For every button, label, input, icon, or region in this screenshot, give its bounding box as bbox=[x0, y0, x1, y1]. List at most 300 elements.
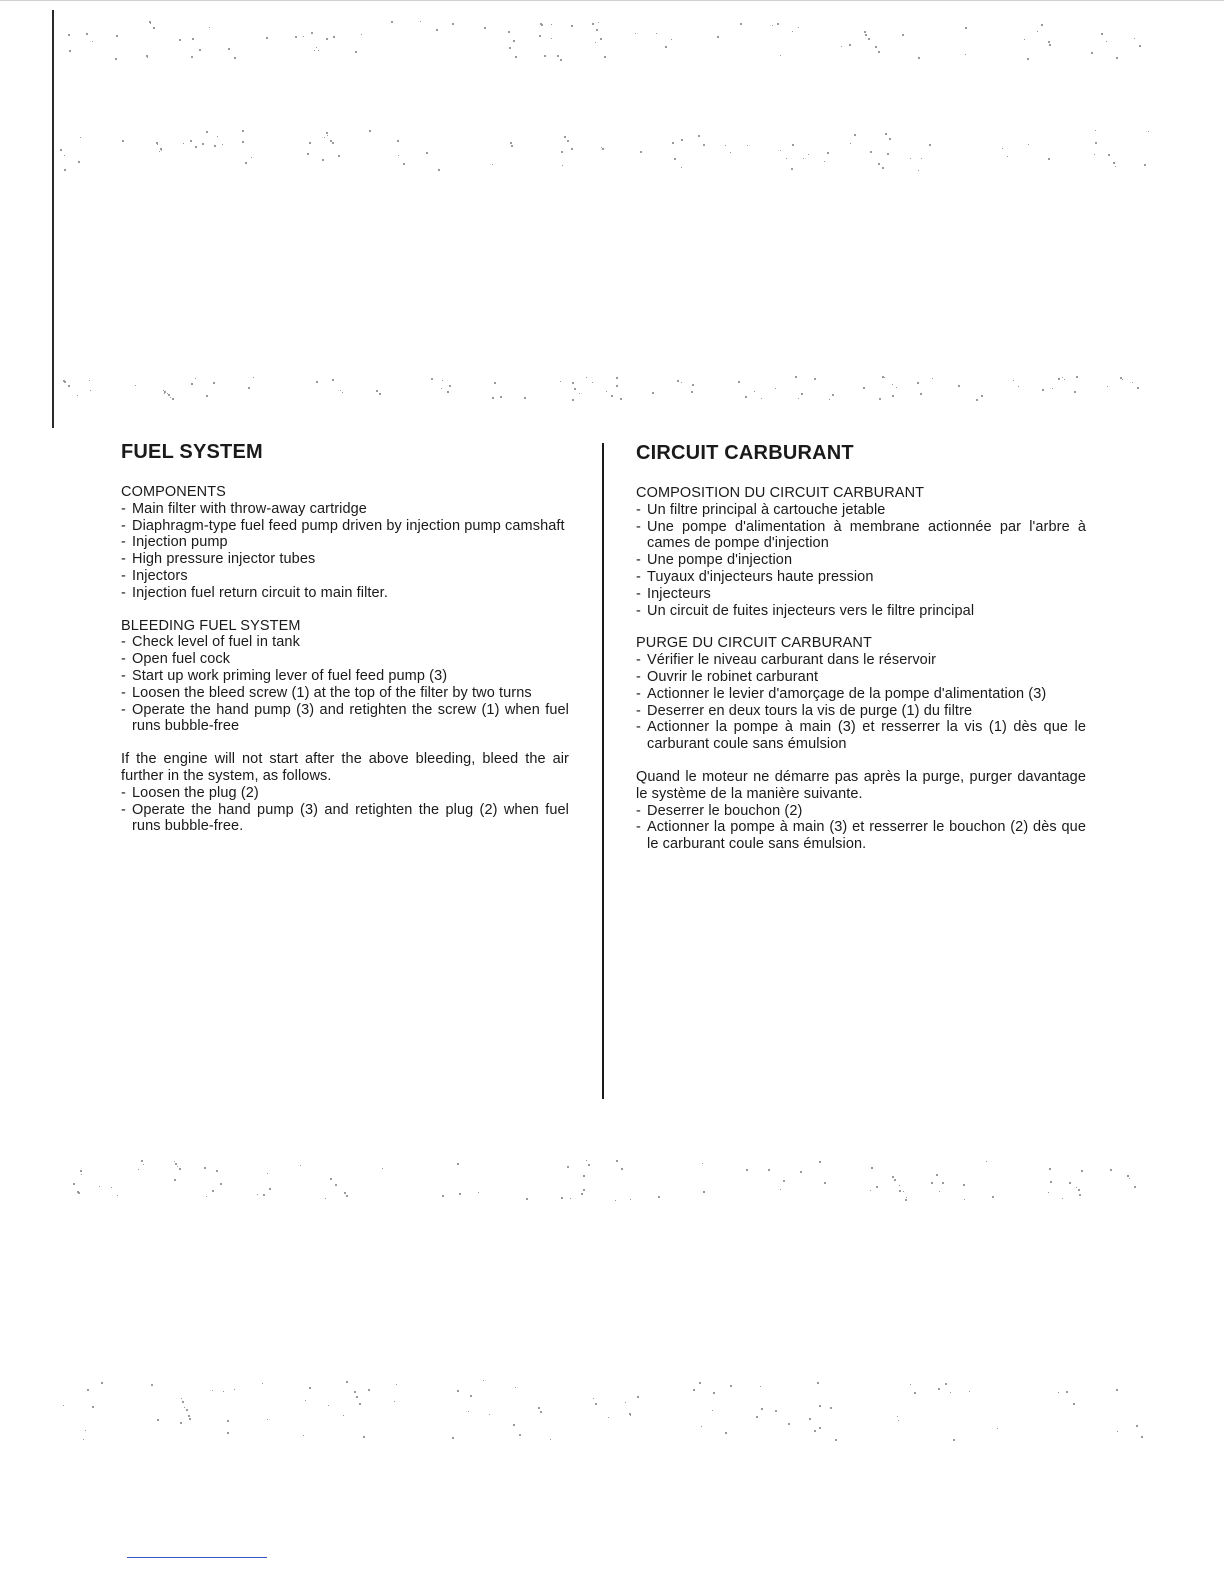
scan-speck bbox=[192, 38, 194, 40]
scan-speck bbox=[730, 152, 731, 153]
scan-speck bbox=[849, 44, 851, 46]
scan-speck bbox=[318, 50, 319, 51]
scan-speck bbox=[581, 1193, 583, 1195]
scan-speck bbox=[86, 33, 88, 35]
scan-speck bbox=[788, 1423, 790, 1425]
scan-speck bbox=[305, 1400, 306, 1401]
scan-speck bbox=[892, 384, 893, 385]
scan-speck bbox=[540, 23, 542, 25]
scan-speck bbox=[368, 1389, 370, 1391]
scan-speck bbox=[420, 21, 421, 22]
list-item: - Injecteurs bbox=[636, 586, 1086, 603]
scan-speck bbox=[637, 1396, 639, 1398]
scan-speck bbox=[1049, 1168, 1051, 1170]
scan-speck bbox=[195, 146, 197, 148]
scan-speck bbox=[780, 1189, 781, 1190]
scan-speck bbox=[431, 378, 433, 380]
scan-speck bbox=[68, 34, 70, 36]
scan-speck bbox=[803, 158, 804, 159]
scan-speck bbox=[635, 33, 636, 34]
scan-speck bbox=[457, 1390, 459, 1392]
scan-speck bbox=[266, 37, 268, 39]
scan-speck bbox=[316, 381, 318, 383]
scan-speck bbox=[180, 1422, 182, 1424]
scan-speck bbox=[191, 383, 193, 385]
scan-speck bbox=[228, 48, 230, 50]
scan-speck bbox=[698, 135, 700, 137]
scan-speck bbox=[83, 1439, 84, 1440]
scan-speck bbox=[986, 1161, 987, 1162]
scan-speck bbox=[551, 24, 552, 25]
scan-speck bbox=[382, 1168, 383, 1169]
scan-speck bbox=[950, 1392, 951, 1393]
scan-speck bbox=[884, 377, 885, 378]
scan-speck bbox=[760, 1386, 761, 1387]
scan-speck bbox=[1136, 1425, 1138, 1427]
scan-speck bbox=[1107, 386, 1108, 387]
scan-speck bbox=[1091, 52, 1093, 54]
scan-speck bbox=[190, 140, 192, 142]
scan-speck bbox=[809, 1418, 811, 1420]
french-further-intro: Quand le moteur ne démarre pas après la purge, purger davantage le système de la manière suivante. bbox=[636, 768, 1086, 802]
scan-speck bbox=[69, 50, 71, 52]
scan-speck bbox=[824, 161, 825, 162]
scan-speck bbox=[740, 23, 742, 25]
scan-speck bbox=[780, 150, 781, 151]
scan-speck bbox=[492, 164, 493, 165]
scan-speck bbox=[436, 29, 438, 31]
scan-speck bbox=[745, 396, 747, 398]
scan-speck bbox=[199, 49, 201, 51]
scan-speck bbox=[602, 148, 604, 150]
scan-speck bbox=[768, 1169, 770, 1171]
scan-speck bbox=[630, 1199, 631, 1200]
list-item: - Actionner la pompe à main (3) et resserrer le bouchon (2) dès que le carburant coule sans émulsion. bbox=[636, 819, 1086, 853]
scan-speck bbox=[792, 31, 793, 32]
scan-speck bbox=[899, 1190, 901, 1192]
scan-speck bbox=[692, 384, 694, 386]
scan-speck bbox=[887, 153, 889, 155]
scan-speck bbox=[1048, 1192, 1049, 1193]
scan-speck bbox=[1050, 1181, 1052, 1183]
french-components-heading: COMPOSITION DU CIRCUIT CARBURANT bbox=[636, 485, 925, 501]
scan-speck bbox=[1127, 1175, 1129, 1177]
scan-speck bbox=[665, 46, 667, 48]
scan-speck bbox=[712, 1410, 713, 1411]
scan-speck bbox=[379, 393, 381, 395]
scan-speck bbox=[1140, 46, 1141, 47]
french-components-list bbox=[636, 502, 1086, 620]
scan-speck bbox=[920, 393, 922, 395]
scan-speck bbox=[593, 1398, 594, 1399]
scan-speck bbox=[77, 395, 78, 396]
list-item: - Actionner la pompe à main (3) et resserrer la vis (1) dès que le carburant coule sans émulsion bbox=[636, 719, 1086, 753]
scan-speck bbox=[1110, 1169, 1112, 1171]
scan-speck bbox=[625, 1402, 626, 1403]
scan-speck bbox=[1066, 1391, 1068, 1393]
scan-speck bbox=[777, 23, 779, 25]
scan-speck bbox=[441, 388, 442, 389]
scan-speck bbox=[1078, 1189, 1080, 1191]
scan-speck bbox=[725, 1432, 727, 1434]
scan-speck bbox=[150, 23, 151, 24]
scan-speck bbox=[586, 377, 587, 378]
scan-speck bbox=[248, 387, 250, 389]
scan-speck bbox=[658, 1196, 660, 1198]
scan-speck bbox=[138, 1169, 139, 1170]
scan-speck bbox=[85, 1430, 86, 1431]
scan-speck bbox=[868, 38, 870, 40]
scan-speck bbox=[702, 1163, 703, 1164]
scan-speck bbox=[234, 57, 236, 59]
scan-speck bbox=[220, 1183, 222, 1185]
scan-speck bbox=[426, 152, 428, 154]
scan-speck bbox=[681, 382, 682, 383]
list-item: - Operate the hand pump (3) and retighten the plug (2) when fuel runs bubble-free. bbox=[121, 802, 569, 836]
scan-speck bbox=[606, 391, 607, 392]
scan-speck bbox=[526, 1198, 528, 1200]
scan-speck bbox=[330, 1178, 332, 1180]
scan-speck bbox=[206, 1196, 207, 1197]
scan-speck bbox=[561, 1197, 563, 1199]
scan-speck bbox=[1058, 1392, 1059, 1393]
scan-speck bbox=[267, 1419, 268, 1420]
scan-speck bbox=[204, 1167, 206, 1169]
scan-speck bbox=[571, 148, 573, 150]
scan-speck bbox=[965, 54, 966, 55]
scan-speck bbox=[295, 36, 297, 38]
list-item: - Une pompe d'injection bbox=[636, 552, 1086, 569]
scan-speck bbox=[808, 154, 809, 155]
scan-speck bbox=[835, 1439, 837, 1441]
list-item: - Loosen the plug (2) bbox=[121, 785, 569, 802]
scan-speck bbox=[324, 137, 325, 138]
scan-speck bbox=[172, 398, 174, 400]
scan-speck bbox=[539, 35, 541, 37]
scan-speck bbox=[595, 1403, 597, 1405]
scan-speck bbox=[397, 140, 399, 142]
scan-speck bbox=[896, 387, 897, 388]
scan-speck bbox=[398, 155, 399, 156]
scan-speck bbox=[253, 377, 254, 378]
scan-speck bbox=[677, 380, 679, 382]
list-item: - Injectors bbox=[121, 568, 569, 585]
scan-speck bbox=[976, 399, 978, 401]
scan-speck bbox=[574, 388, 576, 390]
scan-speck bbox=[394, 1401, 395, 1402]
scan-speck bbox=[761, 1408, 763, 1410]
scan-speck bbox=[179, 1168, 181, 1170]
scan-speck bbox=[209, 27, 210, 28]
scan-speck bbox=[300, 1165, 301, 1166]
scan-speck bbox=[376, 390, 378, 392]
scan-speck bbox=[819, 1427, 821, 1429]
scan-speck bbox=[227, 1432, 229, 1434]
scan-speck bbox=[640, 151, 642, 153]
scan-speck bbox=[1137, 387, 1139, 389]
scan-speck bbox=[332, 142, 334, 144]
scan-speck bbox=[894, 1179, 896, 1181]
scan-speck bbox=[817, 1382, 819, 1384]
scan-speck bbox=[1024, 39, 1025, 40]
scan-speck bbox=[772, 25, 773, 26]
scan-speck bbox=[212, 1390, 213, 1391]
scan-speck bbox=[111, 1187, 112, 1188]
scan-speck bbox=[403, 163, 405, 165]
scan-speck bbox=[214, 145, 216, 147]
scan-speck bbox=[326, 132, 328, 134]
scan-speck bbox=[567, 140, 569, 142]
scan-speck bbox=[391, 21, 393, 23]
scan-speck bbox=[1134, 38, 1135, 39]
english-bleeding-section bbox=[121, 618, 569, 736]
scan-speck bbox=[177, 1166, 178, 1167]
scan-speck bbox=[775, 1410, 777, 1412]
list-item: - Diaphragm-type fuel feed pump driven by injection pump camshaft bbox=[121, 518, 569, 535]
scan-speck bbox=[1079, 1194, 1081, 1196]
scan-speck bbox=[795, 376, 797, 378]
scan-speck bbox=[850, 143, 851, 144]
scan-speck bbox=[1073, 1403, 1075, 1405]
scan-speck bbox=[92, 41, 93, 42]
scan-speck bbox=[184, 1407, 185, 1408]
scan-speck bbox=[332, 379, 334, 381]
scan-speck bbox=[906, 1197, 907, 1198]
english-components-list bbox=[121, 501, 569, 602]
scan-speck bbox=[889, 138, 891, 140]
scan-speck bbox=[832, 394, 834, 396]
scan-speck bbox=[1141, 1436, 1143, 1438]
scan-speck bbox=[269, 1188, 271, 1190]
scan-speck bbox=[206, 131, 208, 133]
scan-speck bbox=[592, 23, 594, 25]
scan-speck bbox=[122, 140, 124, 142]
scan-speck bbox=[1037, 31, 1038, 32]
scan-speck bbox=[699, 1382, 701, 1384]
scan-speck bbox=[914, 1392, 916, 1394]
scan-speck bbox=[64, 381, 66, 383]
scan-speck bbox=[396, 1384, 397, 1385]
scan-speck bbox=[356, 1396, 358, 1398]
scan-speck bbox=[515, 1387, 516, 1388]
scan-speck bbox=[780, 55, 781, 56]
list-item: - Tuyaux d'injecteurs haute pression bbox=[636, 569, 1086, 586]
scan-speck bbox=[725, 145, 726, 146]
scan-speck bbox=[442, 1195, 444, 1197]
scan-speck bbox=[303, 1435, 304, 1436]
scan-speck bbox=[511, 145, 513, 147]
scan-speck bbox=[212, 1190, 214, 1192]
scan-speck bbox=[202, 143, 204, 145]
scan-speck bbox=[355, 51, 357, 53]
scan-speck bbox=[630, 1415, 631, 1416]
scan-speck bbox=[801, 393, 803, 395]
scan-speck bbox=[151, 1384, 153, 1386]
scan-speck bbox=[1049, 44, 1051, 46]
scan-speck bbox=[892, 1176, 894, 1178]
scan-speck bbox=[519, 1434, 521, 1436]
scan-speck bbox=[800, 1171, 802, 1173]
scan-speck bbox=[882, 167, 884, 169]
scan-speck bbox=[598, 22, 599, 23]
scan-speck bbox=[592, 382, 593, 383]
scan-speck bbox=[143, 1164, 144, 1165]
scan-speck bbox=[1115, 166, 1116, 167]
list-item: - Loosen the bleed screw (1) at the top of the filter by two turns bbox=[121, 685, 569, 702]
scan-speck bbox=[1042, 389, 1044, 391]
scan-speck bbox=[515, 56, 517, 58]
scan-speck bbox=[314, 50, 315, 51]
scan-speck bbox=[1062, 1198, 1063, 1199]
scan-speck bbox=[115, 58, 117, 60]
scan-speck bbox=[550, 1439, 551, 1440]
scan-speck bbox=[903, 1191, 904, 1192]
scan-speck bbox=[564, 136, 566, 138]
scan-speck bbox=[179, 39, 181, 41]
scan-speck bbox=[354, 1391, 356, 1393]
scan-speck bbox=[344, 1192, 346, 1194]
list-item: - High pressure injector tubes bbox=[121, 551, 569, 568]
scan-speck bbox=[572, 382, 574, 384]
scan-speck bbox=[452, 23, 454, 25]
scan-speck bbox=[703, 144, 705, 146]
scan-speck bbox=[1018, 386, 1019, 387]
scan-speck bbox=[223, 1391, 224, 1392]
scan-speck bbox=[322, 159, 324, 161]
scan-speck bbox=[615, 1200, 616, 1201]
list-item: - Deserrer en deux tours la vis de purge (1) du filtre bbox=[636, 703, 1086, 720]
scan-speck bbox=[681, 139, 683, 141]
list-item: - Injection fuel return circuit to main filter. bbox=[121, 585, 569, 602]
scan-speck bbox=[544, 55, 546, 57]
scan-speck bbox=[829, 399, 830, 400]
scan-speck bbox=[567, 1166, 569, 1168]
french-bleeding-list bbox=[636, 652, 1086, 753]
french-further-list bbox=[636, 803, 1086, 853]
scan-speck bbox=[620, 398, 622, 400]
scan-speck bbox=[814, 378, 816, 380]
scan-speck bbox=[251, 157, 252, 158]
scan-speck bbox=[945, 1383, 947, 1385]
scan-speck bbox=[1028, 144, 1029, 145]
list-item: - Un circuit de fuites injecteurs vers le filtre principal bbox=[636, 603, 1086, 620]
scan-speck bbox=[936, 1174, 938, 1176]
scan-speck bbox=[213, 382, 215, 384]
list-item: - Start up work priming lever of fuel feed pump (3) bbox=[121, 668, 569, 685]
scan-speck bbox=[1007, 156, 1008, 157]
scan-speck bbox=[333, 36, 335, 38]
scan-speck bbox=[616, 1160, 618, 1162]
scan-speck bbox=[939, 1191, 940, 1192]
scan-speck bbox=[652, 392, 654, 394]
scan-speck bbox=[195, 378, 196, 379]
scan-speck bbox=[1058, 378, 1060, 380]
column-divider bbox=[602, 443, 604, 1099]
scan-speck bbox=[316, 47, 317, 48]
scan-speck bbox=[452, 1437, 454, 1439]
scan-speck bbox=[583, 1189, 585, 1191]
scan-speck bbox=[484, 27, 486, 29]
english-further-list bbox=[121, 785, 569, 835]
scan-speck bbox=[786, 158, 787, 159]
english-bleeding-heading: BLEEDING FUEL SYSTEM bbox=[121, 617, 301, 634]
scan-speck bbox=[174, 1179, 176, 1181]
scan-speck bbox=[147, 57, 148, 58]
scan-speck bbox=[206, 395, 208, 397]
scan-speck bbox=[174, 1161, 175, 1162]
scan-speck bbox=[189, 1418, 191, 1420]
scan-speck bbox=[717, 36, 719, 38]
scan-speck bbox=[608, 1417, 609, 1418]
scan-speck bbox=[783, 1180, 785, 1182]
scan-speck bbox=[538, 1407, 540, 1409]
scan-speck bbox=[1113, 162, 1115, 164]
scan-speck bbox=[965, 27, 967, 29]
scan-speck bbox=[600, 38, 602, 40]
scan-speck bbox=[483, 1380, 484, 1381]
list-item: - Un filtre principal à cartouche jetable bbox=[636, 502, 1086, 519]
scan-speck bbox=[509, 47, 511, 49]
english-column bbox=[121, 440, 569, 851]
scan-speck bbox=[561, 151, 563, 153]
scan-speck bbox=[596, 29, 598, 31]
scan-speck bbox=[611, 395, 613, 397]
scan-speck bbox=[175, 1163, 177, 1165]
scan-speck bbox=[510, 142, 512, 144]
scan-speck bbox=[730, 1385, 732, 1387]
scan-speck bbox=[330, 140, 332, 142]
english-bleeding-list bbox=[121, 634, 569, 735]
scan-speck bbox=[691, 391, 693, 393]
scan-speck bbox=[830, 1407, 832, 1409]
scan-speck bbox=[902, 34, 904, 36]
scan-speck bbox=[814, 1430, 816, 1432]
list-item: - Operate the hand pump (3) and retighten the screw (1) when fuel runs bubble-free bbox=[121, 702, 569, 736]
scan-speck bbox=[588, 1164, 590, 1166]
scan-speck bbox=[897, 1416, 898, 1417]
scan-speck bbox=[309, 142, 311, 144]
scan-speck bbox=[879, 398, 881, 400]
scan-speck bbox=[1076, 1187, 1077, 1188]
scan-speck bbox=[101, 1382, 103, 1384]
scan-speck bbox=[570, 1198, 571, 1199]
french-components-section bbox=[636, 485, 1086, 619]
scan-speck bbox=[898, 1420, 899, 1421]
scan-speck bbox=[1064, 379, 1065, 380]
scan-speck bbox=[80, 1170, 82, 1172]
scan-speck bbox=[560, 59, 562, 61]
scan-speck bbox=[217, 136, 218, 137]
scan-speck bbox=[621, 1168, 623, 1170]
scan-speck bbox=[157, 1419, 159, 1421]
scan-speck bbox=[604, 56, 606, 58]
scan-speck bbox=[562, 165, 563, 166]
scan-speck bbox=[938, 1388, 940, 1390]
scan-speck bbox=[343, 1415, 344, 1416]
scan-speck bbox=[494, 382, 496, 384]
scan-speck bbox=[583, 1175, 585, 1177]
french-further-section bbox=[636, 769, 1086, 853]
scan-speck bbox=[827, 152, 829, 154]
scan-speck bbox=[756, 1416, 758, 1418]
scan-speck bbox=[1116, 1389, 1118, 1391]
english-components-heading: COMPONENTS bbox=[121, 484, 226, 500]
french-bleeding-heading: PURGE DU CIRCUIT CARBURANT bbox=[636, 635, 872, 652]
scan-speck bbox=[478, 1192, 479, 1193]
scan-speck bbox=[792, 144, 794, 146]
scan-speck bbox=[540, 1411, 542, 1413]
scan-speck bbox=[892, 395, 894, 397]
